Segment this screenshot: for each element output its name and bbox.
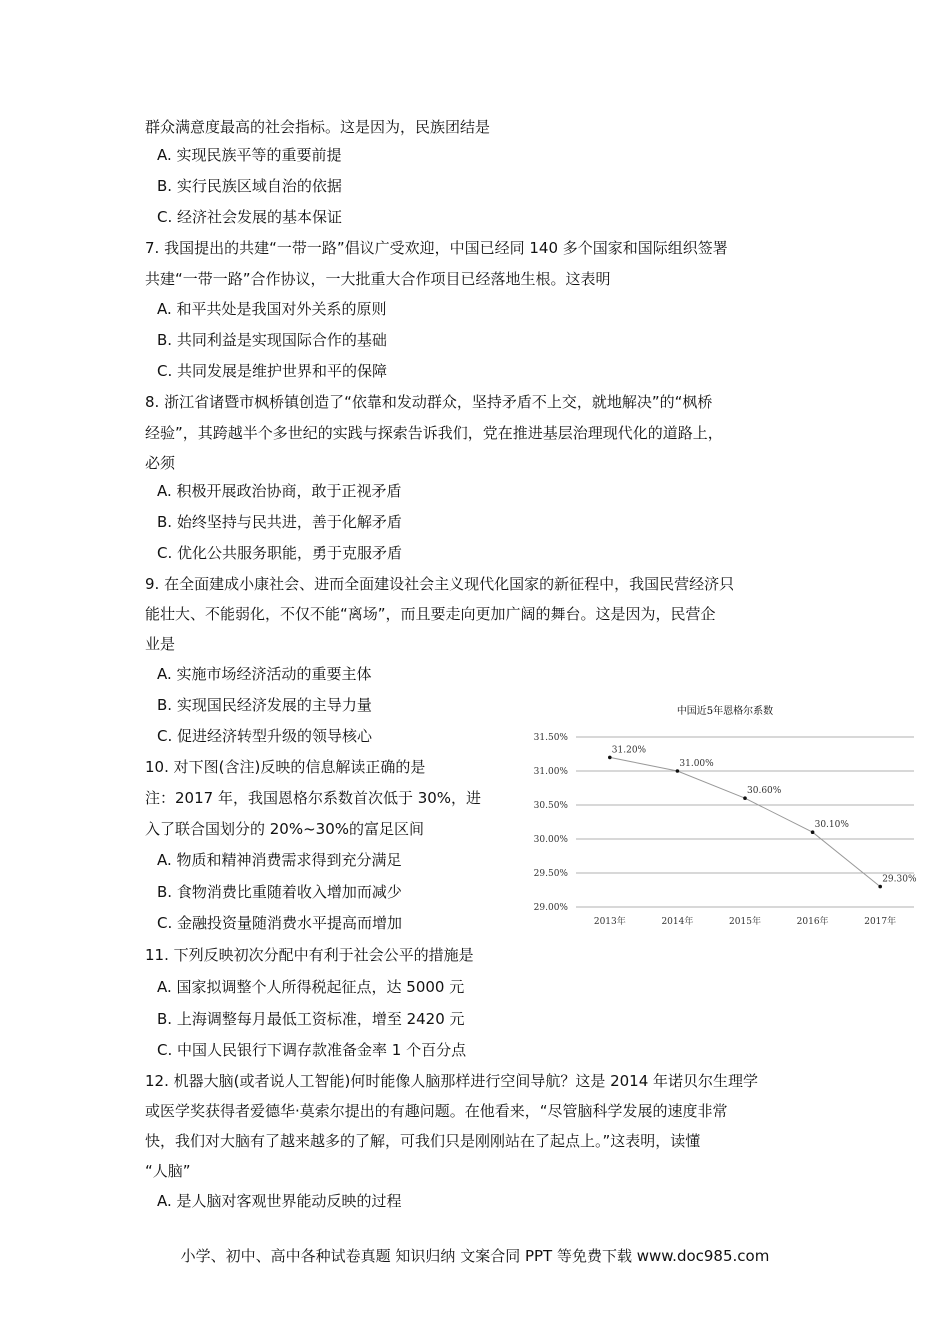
x-tick-label: 2017年	[864, 917, 897, 927]
q8-stem-line-3: 必须	[145, 454, 176, 472]
q12-stem-line-4: “人脑”	[145, 1162, 191, 1180]
q8-stem-line-2: 经验”，其跨越半个多世纪的实践与探索告诉我们，党在推进基层治理现代化的道路上，	[145, 424, 723, 442]
data-label: 31.20%	[611, 745, 647, 756]
q6-stem-line-1: 群众满意度最高的社会指标。这是因为，民族团结是	[145, 118, 491, 136]
data-label: 30.10%	[814, 820, 849, 831]
q11-option-b: B. 上海调整每月最低工资标准，增至 2420 元	[157, 1010, 465, 1028]
q10-option-c: C. 金融投资量随消费水平提高而增加	[157, 914, 403, 932]
q10-note-line-2: 入了联合国划分的 20%~30%的富足区间	[145, 820, 425, 838]
data-label: 31.00%	[679, 759, 714, 769]
q7-option-b: B. 共同利益是实现国际合作的基础	[157, 331, 387, 349]
q9-option-c: C. 促进经济转型升级的领导核心	[157, 727, 373, 745]
q12-stem-line-2: 或医学奖获得者爱德华·莫索尔提出的有趣问题。在他看来，“尽管脑科学发展的速度非常	[145, 1102, 728, 1120]
q6-option-a: A. 实现民族平等的重要前提	[157, 146, 342, 164]
x-tick-label: 2016年	[796, 917, 829, 927]
q8-option-b: B. 始终坚持与民共进，善于化解矛盾	[157, 513, 402, 531]
q12-stem-line-1: 12. 机器大脑(或者说人工智能)何时能像人脑那样进行空间导航？这是 2014 年诺贝尔生理学	[145, 1072, 759, 1090]
q10-note-line-1: 注：2017 年，我国恩格尔系数首次低于 30%，进	[145, 789, 482, 807]
data-point	[608, 756, 612, 760]
q6-option-b: B. 实行民族区域自治的依据	[157, 177, 342, 195]
q8-option-c: C. 优化公共服务职能，勇于克服矛盾	[157, 544, 403, 562]
data-label: 30.60%	[747, 786, 782, 797]
q6-option-c: C. 经济社会发展的基本保证	[157, 208, 343, 226]
x-tick-label: 2014年	[661, 917, 694, 927]
engel-coefficient-chart	[520, 696, 930, 936]
q11-option-a: A. 国家拟调整个人所得税起征点，达 5000 元	[157, 978, 465, 996]
page-footer: 小学、初中、高中各种试卷真题 知识归纳 文案合同 PPT 等免费下载 www.doc985.com	[180, 1247, 770, 1265]
q9-stem-line-1: 9. 在全面建成小康社会、进而全面建设社会主义现代化国家的新征程中，我国民营经济只	[145, 575, 735, 593]
y-tick-label: 30.00%	[533, 835, 568, 845]
data-label: 29.30%	[882, 874, 917, 885]
data-point	[676, 769, 680, 773]
q8-stem-line-1: 8. 浙江省诸暨市枫桥镇创造了“依靠和发动群众，坚持矛盾不上交，就地解决”的“枫桥	[145, 393, 713, 411]
y-tick-label: 31.50%	[533, 733, 568, 743]
y-tick-label: 31.00%	[533, 767, 568, 777]
y-tick-label: 30.50%	[533, 801, 568, 811]
q7-option-c: C. 共同发展是维护世界和平的保障	[157, 362, 388, 380]
q7-stem-line-1: 7. 我国提出的共建“一带一路”倡议广受欢迎，中国已经同 140 多个国家和国际组织签署	[145, 239, 728, 257]
q11-stem-line-1: 11. 下列反映初次分配中有利于社会公平的措施是	[145, 946, 474, 964]
x-tick-label: 2013年	[593, 917, 626, 927]
q10-stem-line-1: 10. 对下图(含注)反映的信息解读正确的是	[145, 758, 426, 776]
q9-stem-line-3: 业是	[145, 635, 176, 653]
q7-option-a: A. 和平共处是我国对外关系的原则	[157, 300, 387, 318]
q8-option-a: A. 积极开展政治协商，敢于正视矛盾	[157, 482, 402, 500]
q9-option-a: A. 实施市场经济活动的重要主体	[157, 665, 372, 683]
q10-option-a: A. 物质和精神消费需求得到充分满足	[157, 851, 402, 869]
q7-stem-line-2: 共建“一带一路”合作协议，一大批重大合作项目已经落地生根。这表明	[145, 270, 611, 288]
q12-option-a: A. 是人脑对客观世界能动反映的过程	[157, 1192, 402, 1210]
data-point	[743, 796, 747, 800]
q11-option-c: C. 中国人民银行下调存款准备金率 1 个百分点	[157, 1041, 467, 1059]
q10-option-b: B. 食物消费比重随着收入增加而减少	[157, 883, 402, 901]
data-point	[811, 830, 815, 834]
y-tick-label: 29.50%	[533, 869, 568, 879]
q12-stem-line-3: 快，我们对大脑有了越来越多的了解，可我们只是刚刚站在了起点上。”这表明，读懂	[145, 1132, 701, 1150]
chart-title: 中国近5年恩格尔系数	[676, 706, 774, 717]
q9-option-b: B. 实现国民经济发展的主导力量	[157, 696, 372, 714]
q9-stem-line-2: 能壮大、不能弱化，不仅不能“离场”，而且要走向更加广阔的舞台。这是因为，民营企	[145, 605, 716, 623]
x-tick-label: 2015年	[729, 917, 761, 927]
y-tick-label: 29.00%	[533, 903, 568, 913]
data-point	[878, 885, 882, 889]
